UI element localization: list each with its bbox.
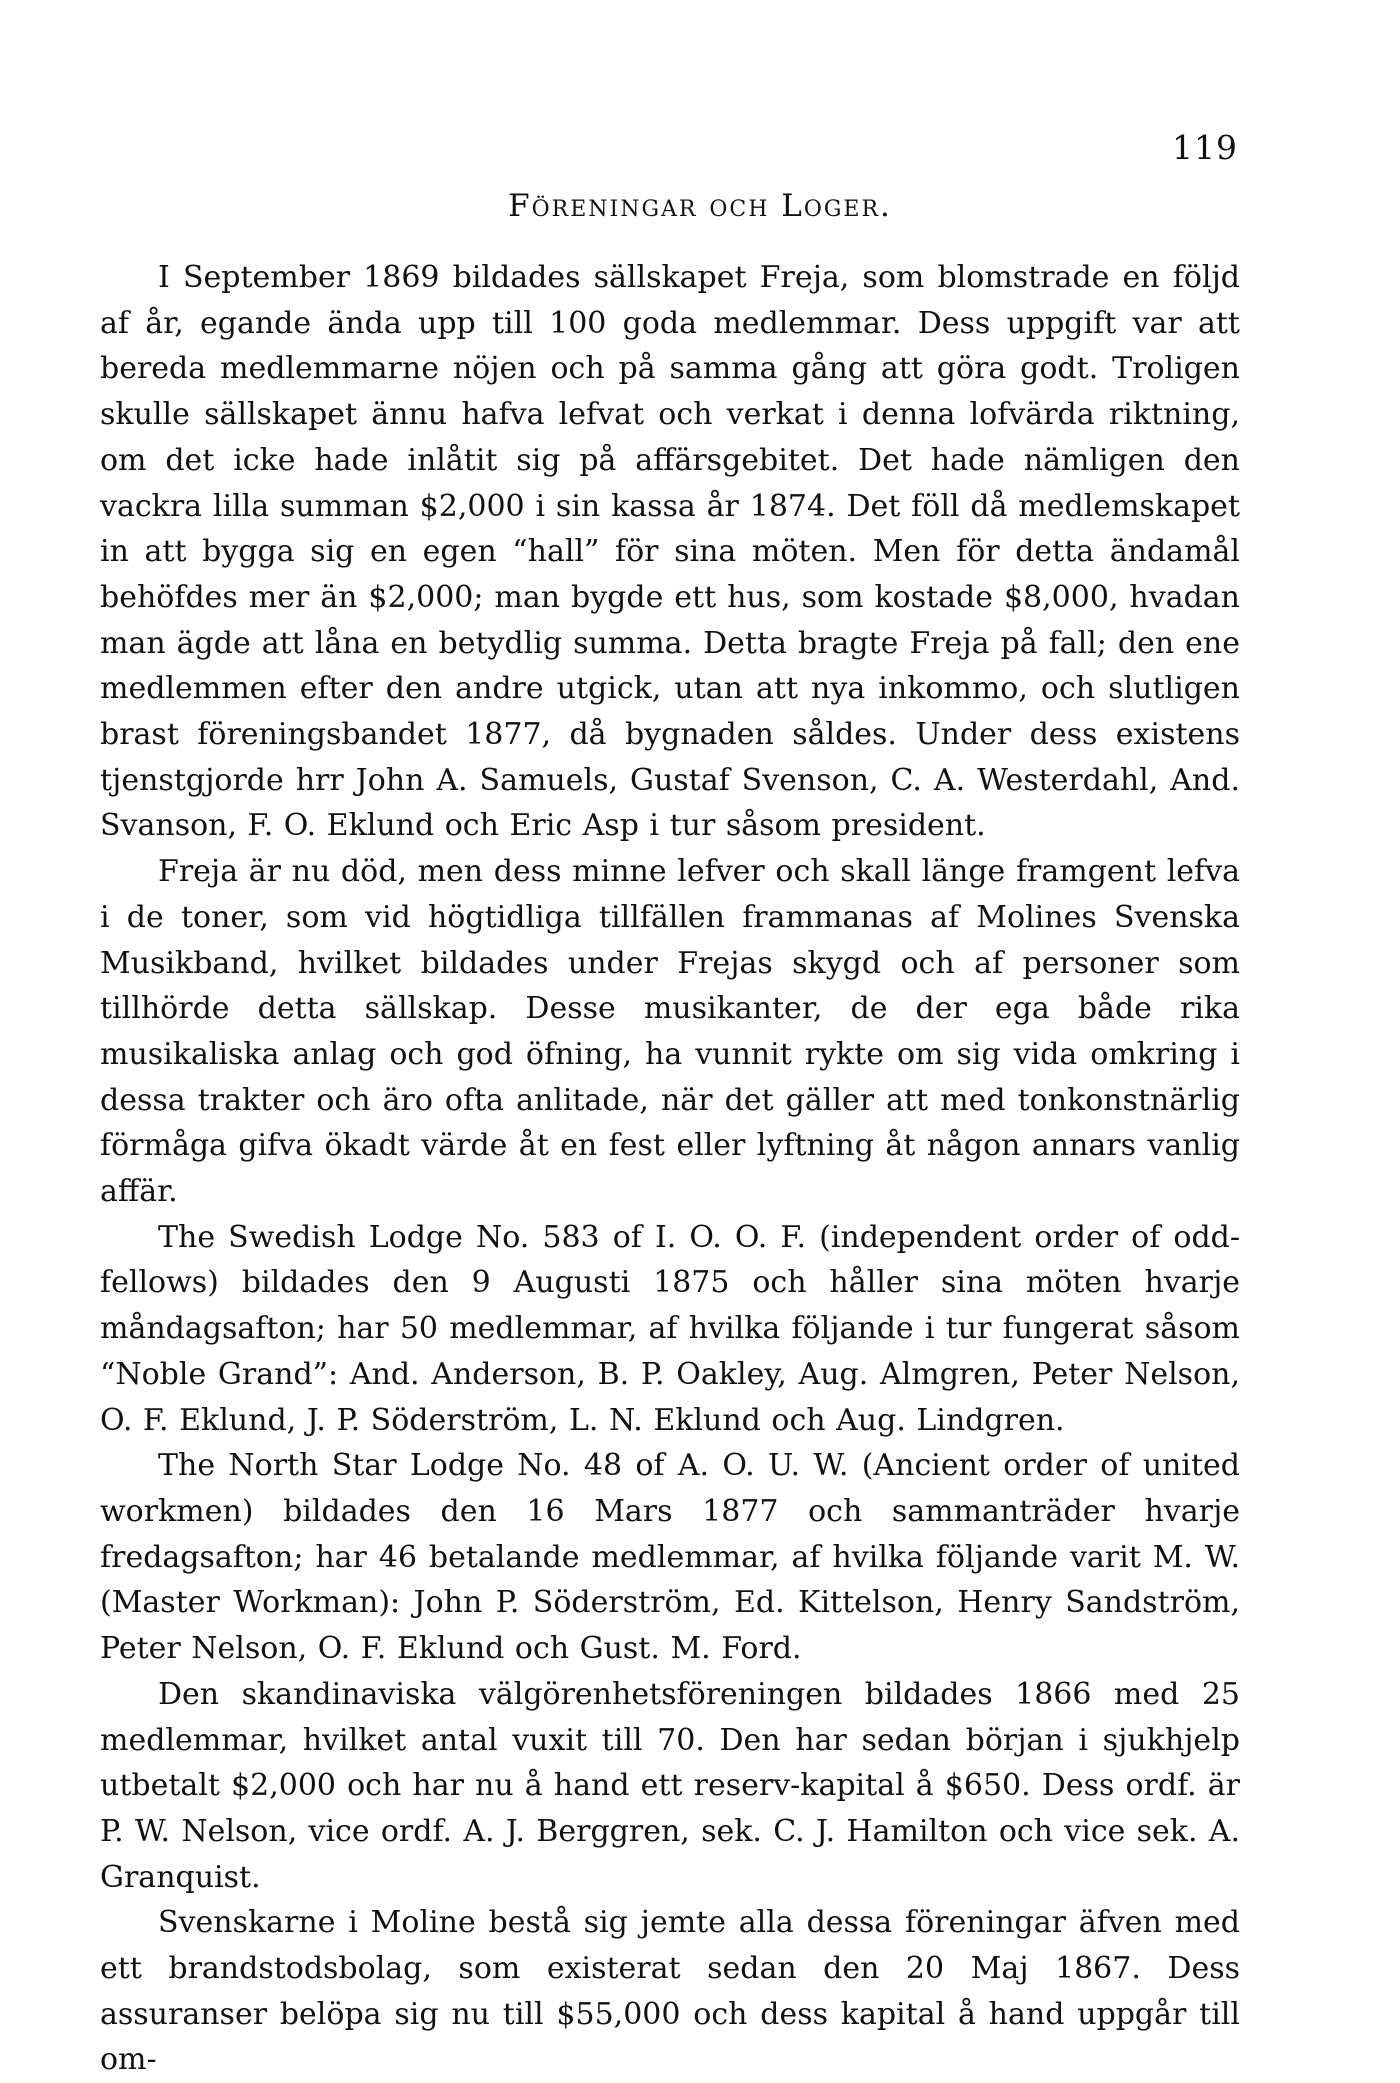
paragraph-brandstodsbolag: Svenskarne i Moline bestå sig jemte alla dessa föreningar äfven med ett brandstodsbolag, som existerat sedan den 20 Maj 1867. Dess assuranser belöpa sig nu till $55,000 och dess kapital å hand uppgår till om-	[100, 1905, 1240, 2078]
paragraph-valgorenhetsforeningen: Den skandinaviska välgörenhetsföreningen bildades 1866 med 25 medlemmar, hvilket antal vuxit till 70. Den har sedan början i sjukhjelp utbetalt $2,000 och har nu å hand ett reserv-kapital å $650. Dess ordf. är P. W. Nelson, vice ordf. A. J. Berggren, sek. C. J. Hamilton och vice sek. A. Granquist.	[100, 1676, 1240, 1895]
paragraph-musikband: Freja är nu död, men dess minne lefver och skall länge framgent lefva i de toner, som vid högtidliga tillfällen frammanas af Molines Svenska Musikband, hvilket bildades under Frejas skygd och af personer som tillhörde detta sällskap. Desse musikanter, de der ega både rika musikaliska anlag och god öfning, ha vunnit rykte om sig vida omkring i dessa trakter och äro ofta anlitade, när det gäller att med tonkonstnärlig förmåga gifva ökadt värde åt en fest eller lyftning åt någon annars vanlig affär.	[100, 854, 1240, 1210]
paragraph-north-star-lodge: The North Star Lodge No. 48 of A. O. U. W. (Ancient order of united workmen) bildades den 16 Mars 1877 och sammanträder hvarje fredagsafton; har 46 betalande medlemmar, af hvilka följande varit M. W. (Master Workman): John P. Söderström, Ed. Kittelson, Henry Sandström, Peter Nelson, O. F. Eklund och Gust. M. Ford.	[100, 1448, 1240, 1667]
page-number: 119	[1172, 128, 1238, 167]
body-text	[100, 255, 1240, 2083]
paragraph-swedish-lodge: The Swedish Lodge No. 583 of I. O. O. F. (independent order of odd-fellows) bildades den 9 Augusti 1875 och håller sina möten hvarje måndagsafton; har 50 medlemmar, af hvilka följande i tur fungerat såsom “Noble Grand”: And. Anderson, B. P. Oakley, Aug. Almgren, Peter Nelson, O. F. Eklund, J. P. Söderström, L. N. Eklund och Aug. Lindgren.	[100, 1219, 1240, 1438]
running-head: Föreningar och Loger.	[508, 188, 892, 224]
paragraph-freja: I September 1869 bildades sällskapet Freja, som blomstrade en följd af år, egande ända upp till 100 goda medlemmar. Dess uppgift var att bereda medlemmarne nöjen och på samma gång att göra godt. Troligen skulle sällskapet ännu hafva lefvat och verkat i denna lofvärda riktning, om det icke hade inlåtit sig på affärsgebitet. Det hade nämligen den vackra lilla summan $2,000 i sin kassa år 1874. Det föll då medlemskapet in att bygga sig en egen “hall” för sina möten. Men för detta ändamål behöfdes mer än $2,000; man bygde ett hus, som kostade $8,000, hvadan man ägde att låna en betydlig summa. Detta bragte Freja på fall; den ene medlemmen efter den andre utgick, utan att nya inkommo, och slutligen brast föreningsbandet 1877, då bygnaden såldes. Under dess existens tjenstgjorde hrr John A. Samuels, Gustaf Svenson, C. A. Westerdahl, And. Svanson, F. O. Eklund och Eric Asp i tur såsom president.	[100, 260, 1240, 844]
